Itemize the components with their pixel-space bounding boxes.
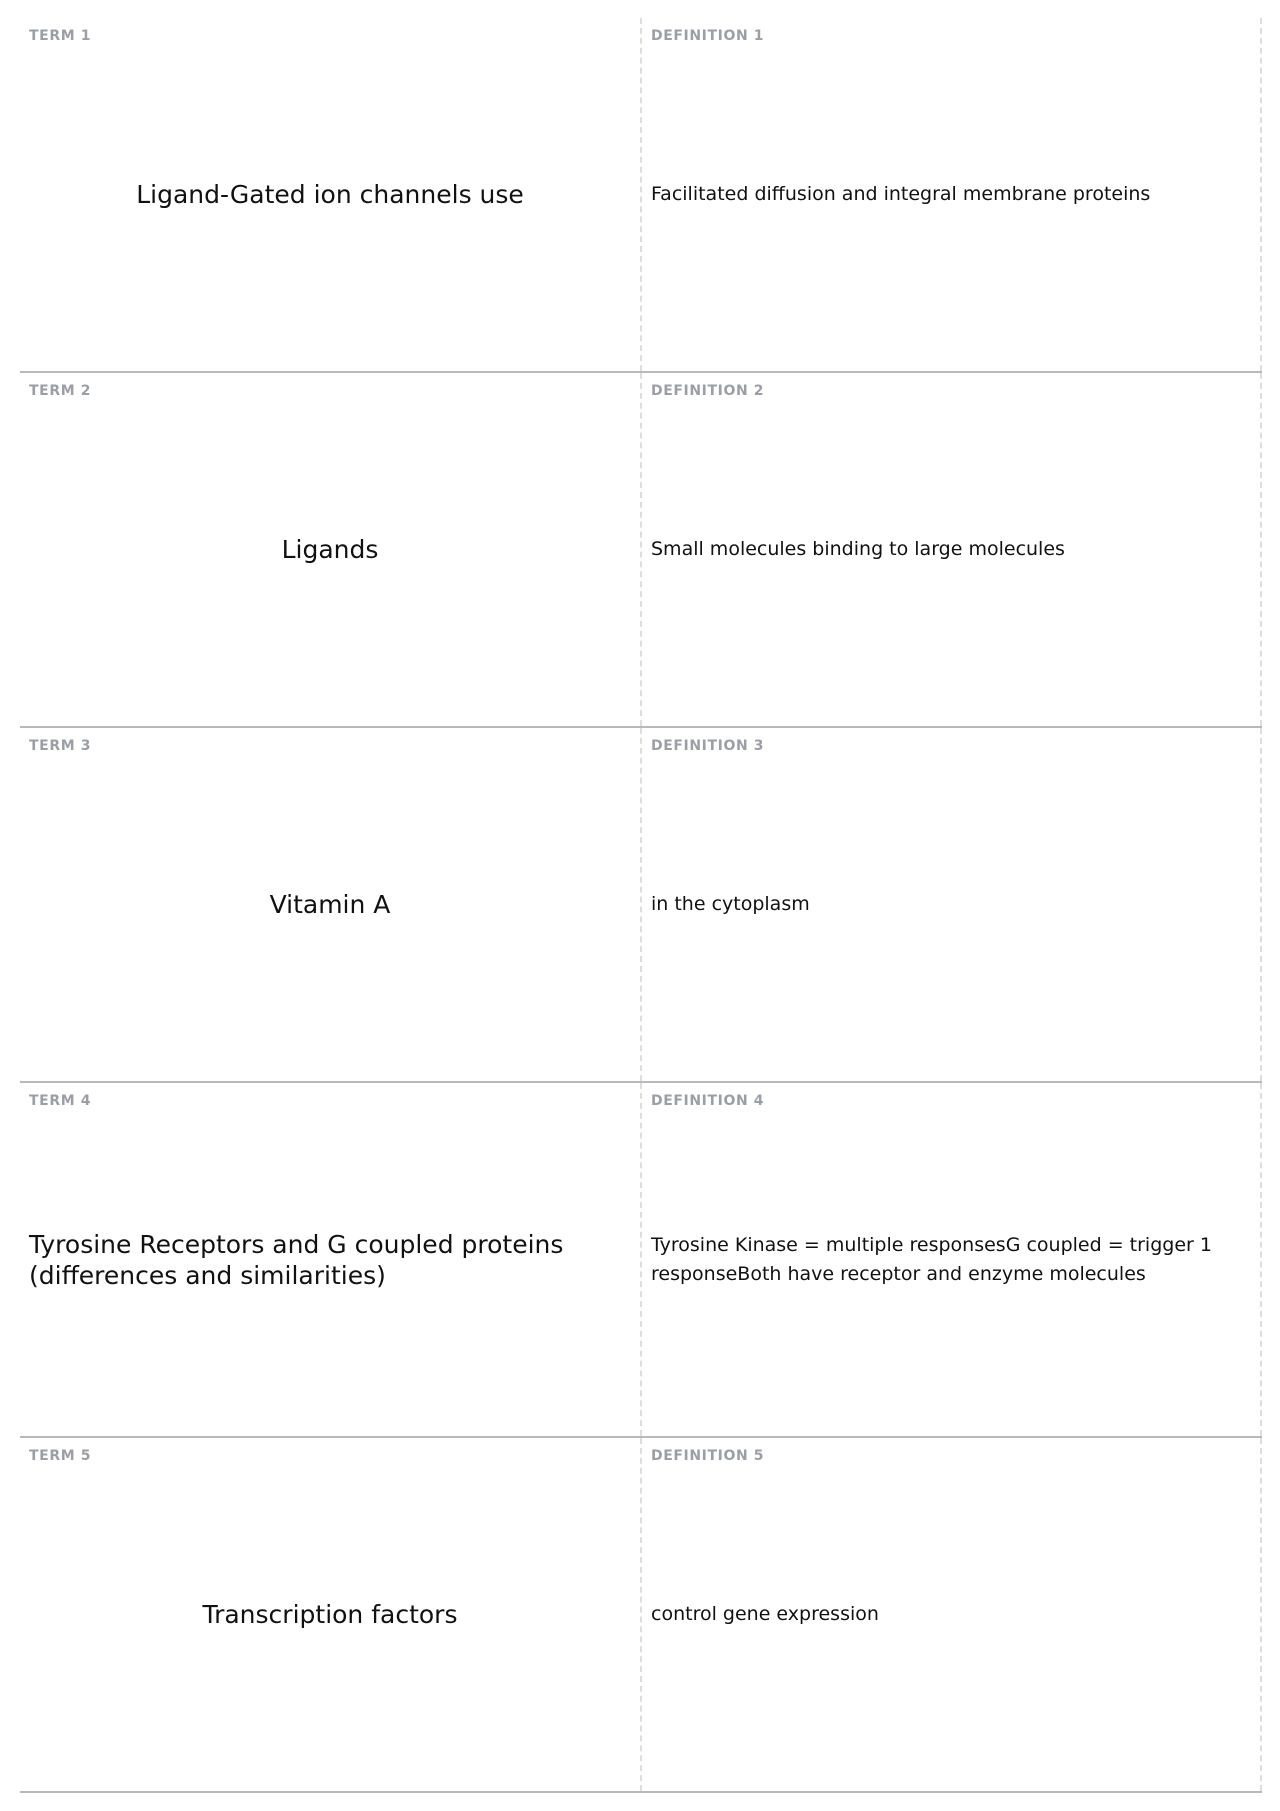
definition-label: DEFINITION 2 — [651, 383, 765, 399]
definition-text: Facilitated diffusion and integral membrane proteins — [651, 183, 1151, 205]
flashcard-row-1 — [20, 18, 1262, 373]
term-cell-4 — [20, 1083, 642, 1436]
definition-text: Small molecules binding to large molecules — [651, 538, 1065, 560]
definition-cell-4 — [642, 1083, 1262, 1436]
flashcard-row-5 — [20, 1438, 1262, 1793]
term-text: Vitamin A — [269, 890, 391, 919]
flashcard-sheet — [20, 18, 1262, 1793]
term-label: TERM 2 — [29, 383, 92, 399]
term-label: TERM 1 — [29, 28, 92, 44]
term-text: Ligands — [281, 535, 379, 564]
term-cell-2 — [20, 373, 642, 726]
definition-cell-1 — [642, 18, 1262, 371]
term-cell-1 — [20, 18, 642, 371]
definition-label: DEFINITION 5 — [651, 1448, 765, 1464]
term-label: TERM 4 — [29, 1093, 92, 1109]
definition-cell-3 — [642, 728, 1262, 1081]
definition-label: DEFINITION 3 — [651, 738, 765, 754]
definition-text: Tyrosine Kinase = multiple responsesG coupled = trigger 1 responseBoth have receptor and enzyme molecules — [651, 1233, 1212, 1285]
flashcard-row-2 — [20, 373, 1262, 728]
definition-label: DEFINITION 1 — [651, 28, 765, 44]
definition-cell-5 — [642, 1438, 1262, 1791]
term-text: Ligand-Gated ion channels use — [136, 180, 524, 209]
definition-text: in the cytoplasm — [651, 893, 810, 915]
term-text: Transcription factors — [202, 1600, 458, 1629]
definition-text: control gene expression — [651, 1603, 879, 1625]
flashcard-row-4 — [20, 1083, 1262, 1438]
term-label: TERM 5 — [29, 1448, 92, 1464]
flashcard-row-3 — [20, 728, 1262, 1083]
term-cell-5 — [20, 1438, 642, 1791]
term-text: Tyrosine Receptors and G coupled proteins (differences and similarities) — [29, 1229, 564, 1290]
definition-label: DEFINITION 4 — [651, 1093, 765, 1109]
definition-cell-2 — [642, 373, 1262, 726]
term-cell-3 — [20, 728, 642, 1081]
term-label: TERM 3 — [29, 738, 92, 754]
